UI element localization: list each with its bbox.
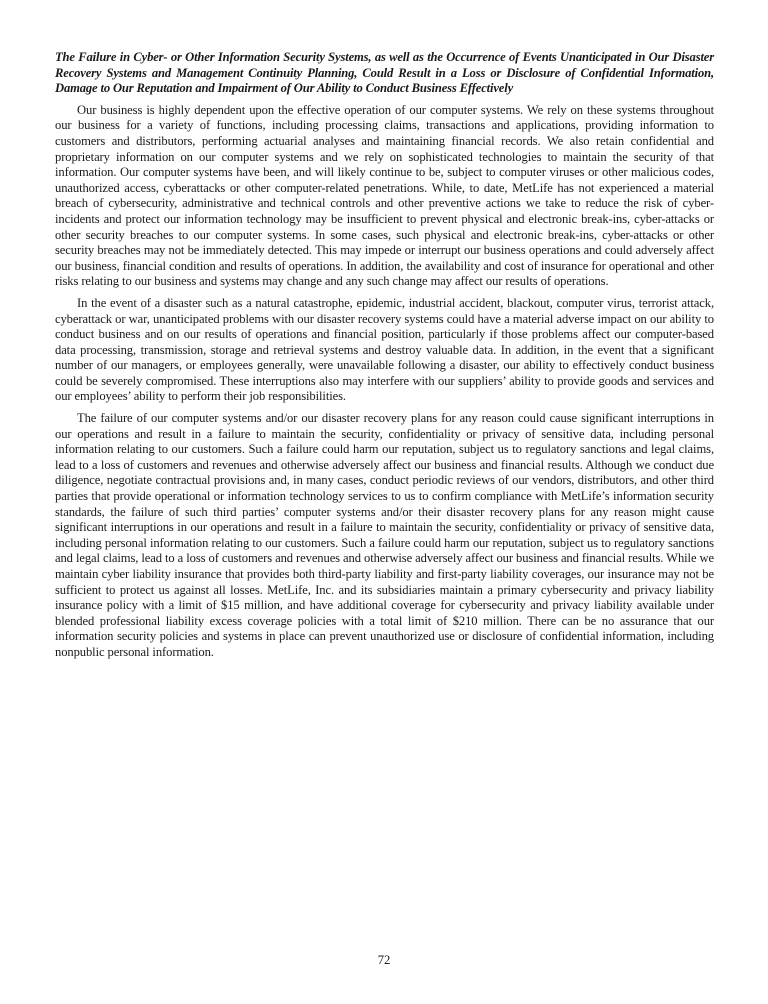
paragraph-disaster-recovery: In the event of a disaster such as a natural catastrophe, epidemic, industrial accident, blackout, computer virus, terrorist attack, cyberattack or war, unanticipated problems with our disaster recovery systems could have a material adverse impact on our ability to conduct business and on our results of operations and financial position, particularly if those problems affect our computer-based data processing, transmission, storage and retrieval systems and destroy valuable data. In addition, in the event that a significant number of our managers, or employees generally, were unavailable following a disaster, our ability to effectively conduct business could be severely compromised. These interruptions also may interfere with our suppliers’ ability to provide goods and services and our employees’ ability to perform their job responsibilities.: [55, 295, 714, 404]
page-number: 72: [377, 953, 391, 967]
paragraph-computer-systems: Our business is highly dependent upon the effective operation of our computer systems. We rely on these systems throughout our business for a variety of functions, including processing claims, transactions and applications, providing information to customers and distributors, performing actuarial analyses and maintaining financial records. We also retain confidential and proprietary information on our computer systems and we rely on sophisticated technologies to maintain the security of that information. Our computer systems have been, and will likely continue to be, subject to computer viruses or other malicious codes, unauthorized access, cyberattacks or other computer-related penetrations. While, to date, MetLife has not experienced a material breach of cybersecurity, administrative and technical controls and other preventive actions we take to reduce the risk of cyber-incidents and protect our information technology may be insufficient to prevent physical and electronic break-ins, cyber-attacks or other security breaches to our computer systems. In some cases, such physical and electronic break-ins, cyber-attacks or other security breaches may not be immediately detected. This may impede or interrupt our business operations and could adversely affect our business, financial condition and results of operations. In addition, the availability and cost of insurance for operational and other risks relating to our business and systems may change and any such change may affect our results of operations.: [55, 102, 714, 289]
section-heading: The Failure in Cyber- or Other Information Security Systems, as well as the Occurrence of Events Unanticipated in Our Disaster Recovery Systems and Management Continuity Planning, Could Result in a Loss or Disclosure of Confidential Information, Damage to Our Reputation and Impairment of Our Ability to Conduct Business Effectively: [55, 50, 714, 96]
document-page: [55, 50, 714, 667]
paragraph-failure-consequences: The failure of our computer systems and/or our disaster recovery plans for any reason could cause significant interruptions in our operations and result in a failure to maintain the security, confidentiality or privacy of sensitive data, including personal information relating to our customers. Such a failure could harm our reputation, subject us to regulatory sanctions and legal claims, lead to a loss of customers and revenues and otherwise adversely affect our business and financial results. Although we conduct due diligence, negotiate contractual provisions and, in many cases, conduct periodic reviews of our vendors, distributors, and other third parties that provide operational or information technology services to us to confirm compliance with MetLife’s information security standards, the failure of such third parties’ computer systems and/or their disaster recovery plans for any reason might cause significant interruptions in our operations and result in a failure to maintain the security, confidentiality or privacy of sensitive data, including personal information relating to our customers. Such a failure could harm our reputation, subject us to regulatory sanctions and legal claims, lead to a loss of customers and revenues and otherwise adversely affect our business and financial results. While we maintain cyber liability insurance that provides both third-party liability and first-party liability coverages, our insurance may not be sufficient to protect us against all losses. MetLife, Inc. and its subsidiaries maintain a primary cybersecurity and privacy liability insurance policy with a limit of $15 million, and have additional coverage for cybersecurity and privacy liability available under blended professional liability excess coverage policies with a total limit of $210 million. There can be no assurance that our information security policies and systems in place can prevent unauthorized use or disclosure of confidential information, including nonpublic personal information.: [55, 411, 714, 659]
